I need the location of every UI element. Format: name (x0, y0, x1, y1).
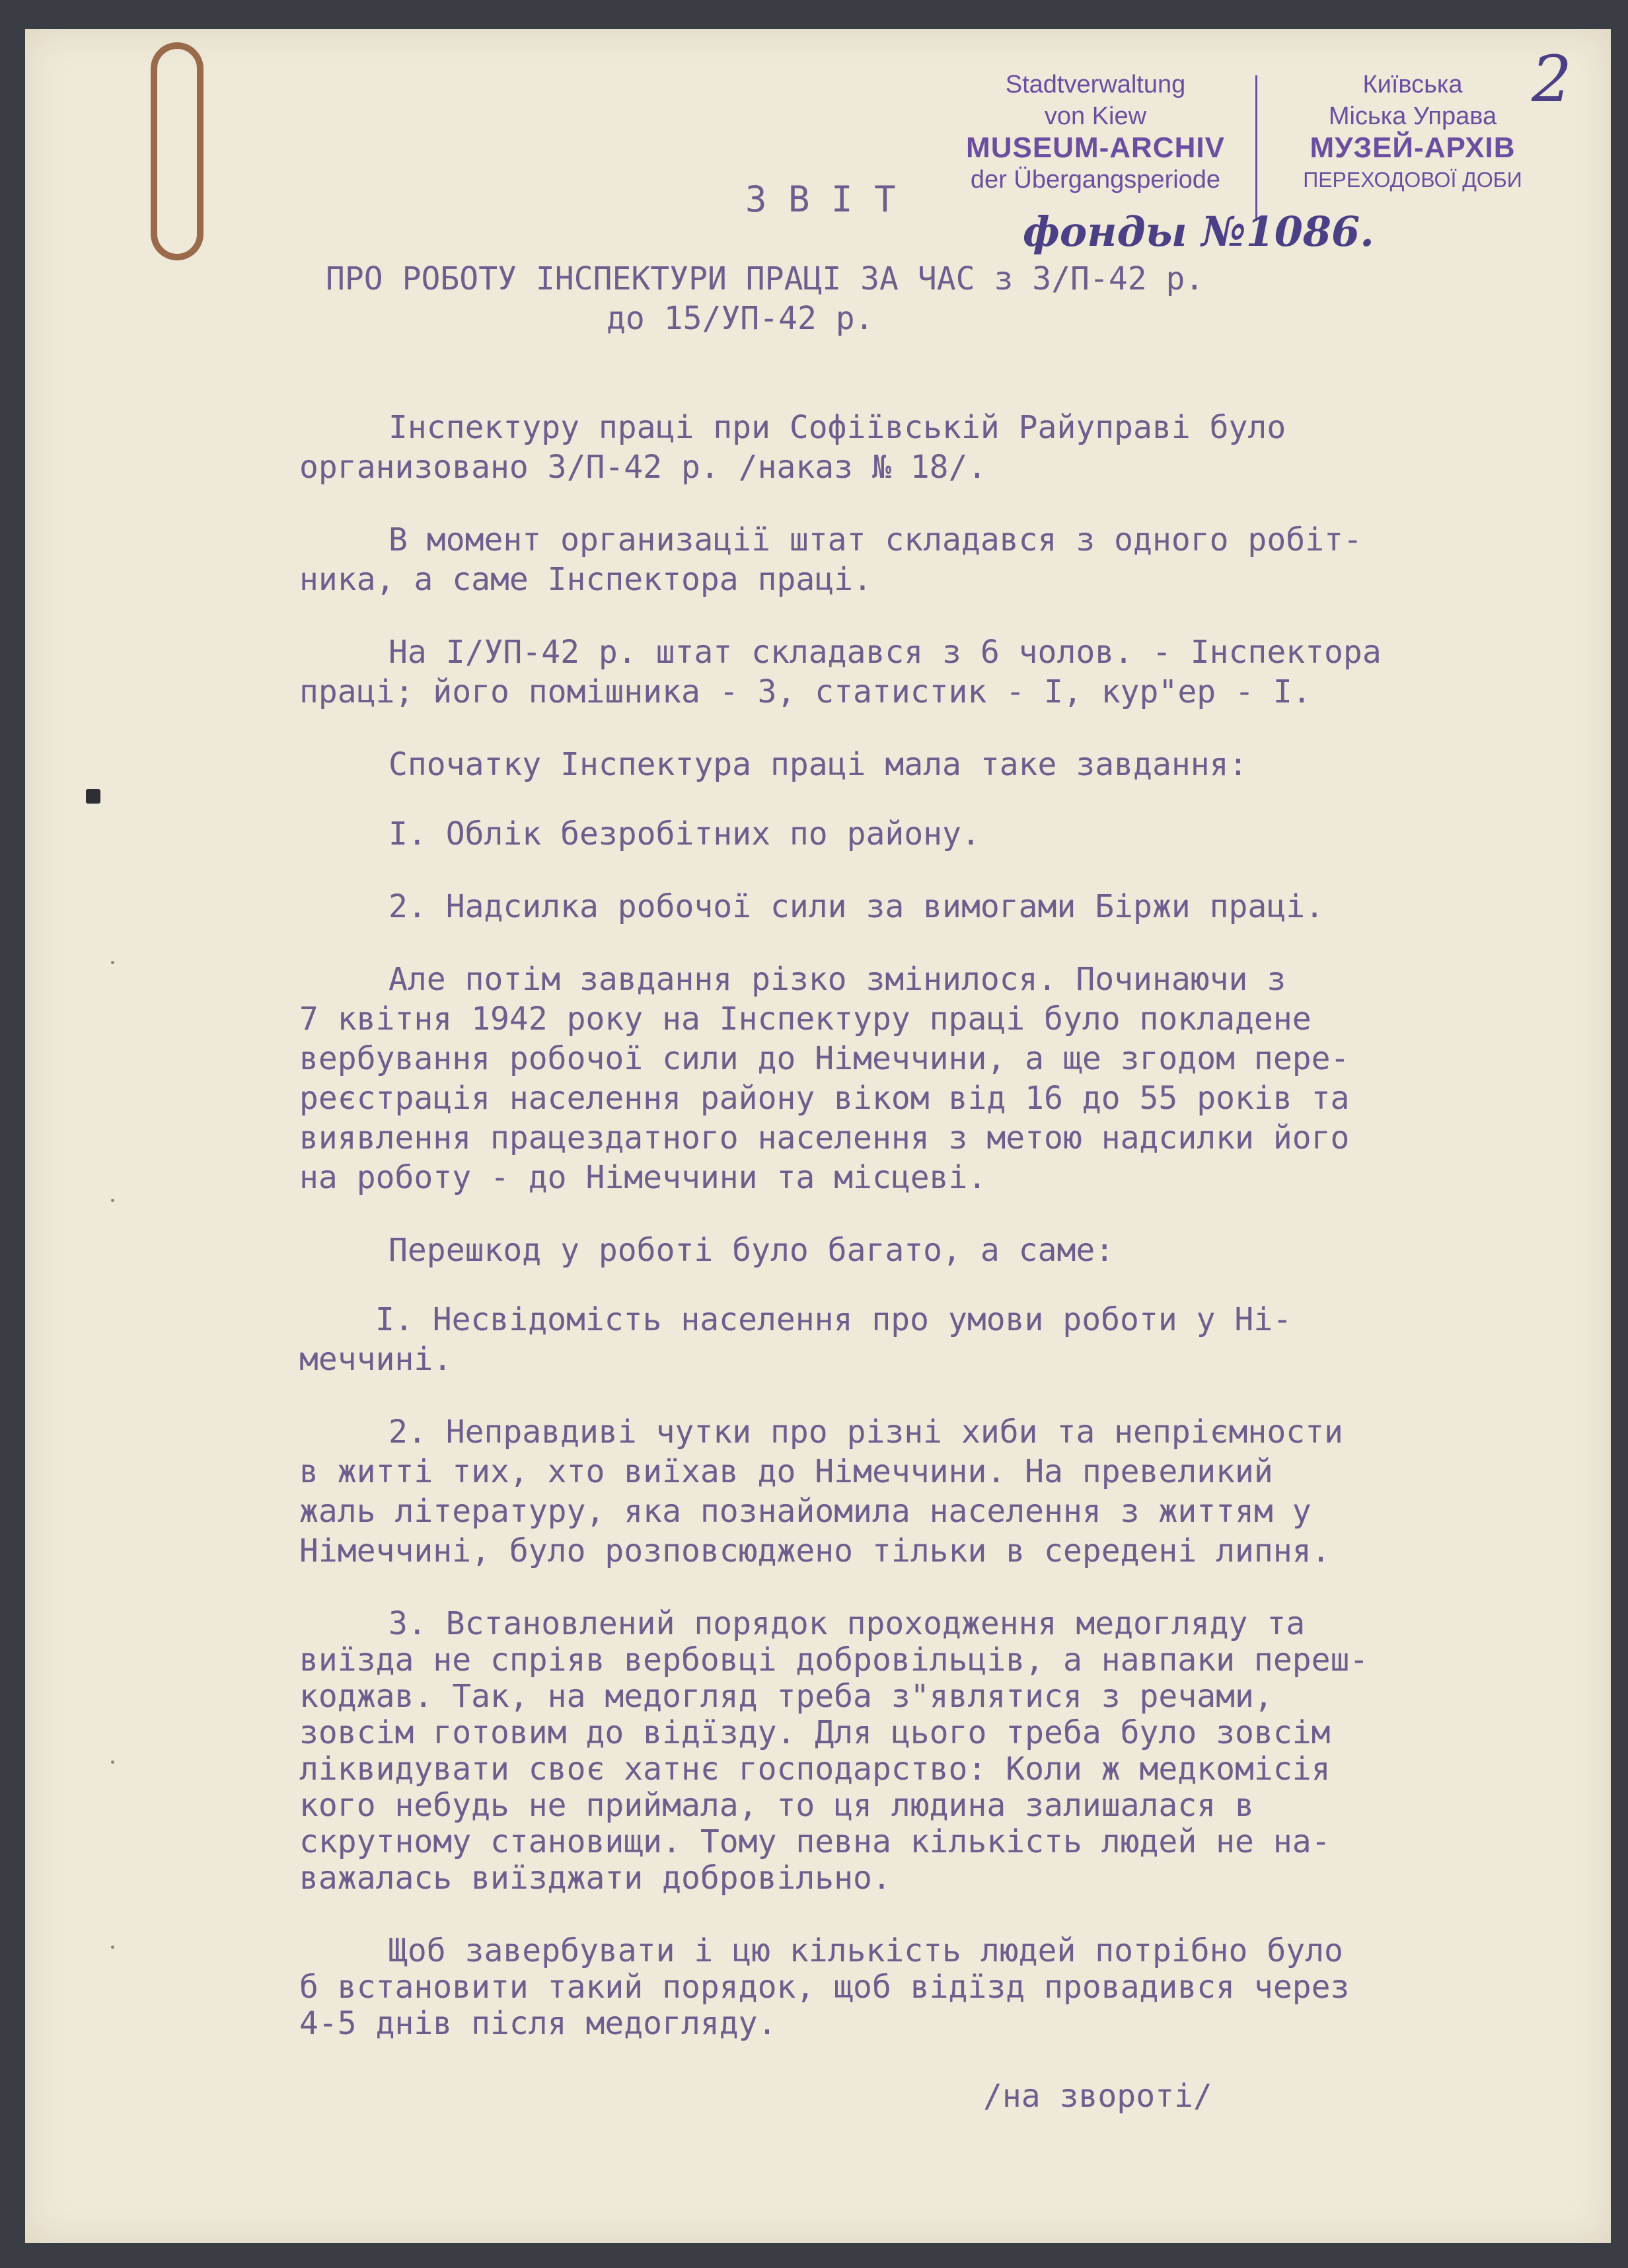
stamp-ukrainian-block (1267, 69, 1558, 196)
text-line: виїзда не спріяв вербовці добровільців, а навпаки переш- (299, 1642, 1369, 1679)
stamp-de-line: MUSEUM-ARCHIV (966, 132, 1225, 164)
document-subtitle: ПРО РОБОТУ ІНСПЕКТУРИ ПРАЦІ ЗА ЧАС з 3/П-42 р. (326, 260, 1204, 297)
text-line: важалась виїзджати добровільно. (299, 1860, 891, 1897)
margin-dot (111, 1199, 114, 1202)
text-line: организовано 3/П-42 р. /наказ № 18/. (299, 449, 987, 486)
margin-dot (111, 961, 114, 964)
margin-dot (111, 1946, 114, 1949)
text-line: зовсім готовим до відїзду. Для цього треба було зовсім (299, 1714, 1331, 1751)
stamp-ua-line: Міська Управа (1328, 102, 1497, 130)
document-page (25, 29, 1611, 2243)
stamp-divider (1255, 75, 1257, 221)
text-line: скрутному становищи. Тому певна кількість людей не на- (299, 1823, 1331, 1860)
document-subtitle: до 15/УП-42 р. (607, 300, 874, 337)
stamp-ua-line: ПЕРЕХОДОВОЇ ДОБИ (1303, 168, 1522, 192)
text-line: В момент организації штат складався з одного робіт- (388, 521, 1362, 558)
text-line: 4-5 днів після медогляду. (299, 2005, 777, 2042)
text-line: меччині. (299, 1341, 453, 1378)
stamp-ua-line: Київська (1362, 71, 1463, 98)
text-line: коджав. Так, на медогляд треба з"являтися з речами, (299, 1678, 1273, 1715)
text-line: Щоб завербувати і цю кількість людей потрібно було (388, 1932, 1343, 1969)
text-line: На І/УП-42 р. штат складався з 6 чолов. - Інспектора (388, 634, 1382, 671)
stamp-de-line: Stadtverwaltung (1005, 71, 1186, 98)
margin-dot (111, 1760, 114, 1764)
stamp-de-line: von Kiew (1044, 102, 1147, 130)
stamp-ua-line: МУЗЕЙ-АРХІВ (1310, 132, 1516, 164)
text-line: на роботу - до Німеччини та місцеві. (299, 1159, 987, 1196)
text-line: ника, а саме Інспектора праці. (299, 561, 872, 598)
text-line: ліквидувати своє хатнє господарство: Коли ж медкомісія (299, 1751, 1331, 1788)
text-line: праці; його помішника - 3, статистик - І, кур"ер - І. (299, 673, 1312, 710)
paper-clip-icon (151, 42, 204, 260)
text-line: 7 квітня 1942 року на Інспектуру праці було покладене (299, 1001, 1312, 1038)
fond-number: фонды №1086. (1023, 208, 1374, 256)
text-line: кого небудь не приймала, то ця людина залишалася в (299, 1787, 1254, 1824)
text-line: Але потім завдання різко змінилося. Починаючи з (388, 961, 1286, 998)
text-line: жаль літературу, яка познайомила населення з життям у (299, 1493, 1312, 1530)
stamp-german-block (944, 69, 1247, 196)
text-line: реєстрація населення району віком від 16 до 55 років та (299, 1080, 1350, 1117)
text-line: виявлення працездатного населення з метою надсилки його (299, 1119, 1350, 1156)
archive-stamp (944, 69, 1571, 227)
text-line: Німеччині, було розповсюджено тільки в середені липня. (299, 1532, 1331, 1569)
document-heading: З В І Т (745, 178, 896, 220)
text-line: Перешкод у роботі було багато, а саме: (388, 1232, 1115, 1269)
list-item: 3. Встановлений порядок проходження медогляду та (388, 1605, 1306, 1642)
list-item: 2. Неправдиві чутки про різні хиби та непріємности (388, 1414, 1343, 1451)
list-item: 2. Надсилка робочої сили за вимогами Біржи праці. (388, 888, 1325, 925)
text-line: б встановити такий порядок, щоб відїзд провадився через (299, 1969, 1350, 2006)
page-number: 2 (1532, 42, 1572, 116)
footer-note: /на звороті/ (983, 2078, 1212, 2115)
text-line: Інспектуру праці при Софіївській Райуправі було (388, 409, 1286, 446)
stamp-de-line: der Übergangsperiode (970, 166, 1221, 194)
text-line: Спочатку Інспектура праці мала таке завдання: (388, 746, 1248, 783)
list-item: І. Несвідомість населення про умови роботи у Ні- (375, 1301, 1292, 1338)
punch-hole-mark (86, 789, 100, 804)
text-line: в житті тих, хто виїхав до Німеччини. На превеликий (299, 1453, 1273, 1490)
text-line: вербування робочої сили до Німеччини, а ще згодом пере- (299, 1040, 1350, 1077)
list-item: І. Облік безробітних по району. (388, 815, 980, 852)
